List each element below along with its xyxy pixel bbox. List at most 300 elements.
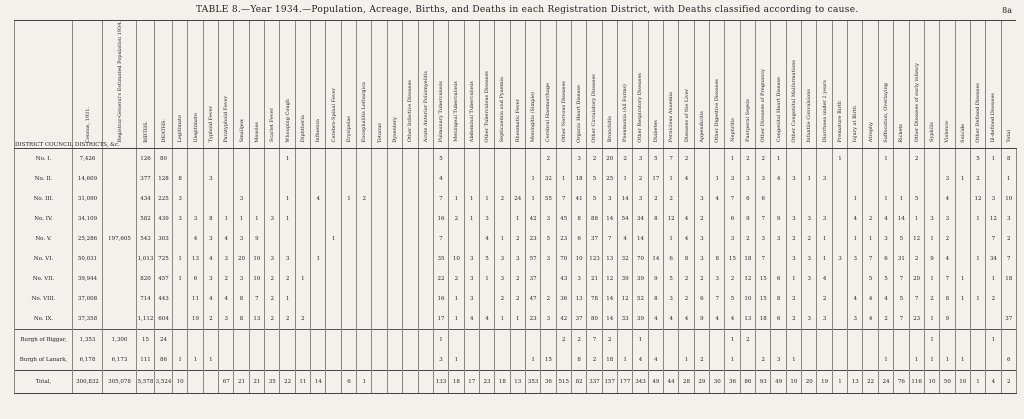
cause-value-cell [449,330,464,351]
cause-value-cell [357,289,372,309]
births-cell: 434 [137,189,155,209]
cause-value-cell: 3 [541,309,556,330]
table-row [15,330,1017,351]
cause-value-cell: 14 [602,309,617,330]
cause-value-cell: 5 [648,149,663,170]
table-row [15,149,1017,170]
cause-value-cell [311,209,326,229]
cause-value-cell: 1 [341,189,356,209]
cause-value-cell [955,229,970,249]
cause-value-cell [311,350,326,371]
cause-value-cell [541,269,556,289]
cause-header [280,21,295,149]
estimate-cell [103,169,137,189]
cause-value-cell [341,209,356,229]
cause-value-cell: 1 [970,209,985,229]
cause-header-label: Illegitimate [192,113,199,143]
cause-value-cell [710,209,725,229]
cause-header-label: Diabetes [652,120,659,143]
cause-value-cell: 2 [970,169,985,189]
cause-header [725,21,740,149]
cause-value-cell: 3 [173,189,188,209]
cause-value-cell: 14 [602,289,617,309]
cause-value-cell [940,330,955,351]
cause-value-cell: 1 [832,149,847,170]
cause-value-cell: 353 [525,371,540,394]
cause-value-cell [464,330,479,351]
cause-value-cell [1001,330,1016,351]
cause-value-cell: 1 [725,330,740,351]
cause-value-cell: 1 [173,350,188,371]
cause-value-cell [403,371,418,394]
cause-value-cell: 2 [265,309,280,330]
cause-value-cell: 6 [878,249,893,269]
cause-header [249,21,264,149]
cause-value-cell: 2 [802,229,817,249]
cause-value-cell: 9 [740,209,755,229]
cause-value-cell: 2 [495,289,510,309]
cause-value-cell [311,309,326,330]
cause-value-cell [418,229,433,249]
cause-value-cell [418,330,433,351]
cause-header [556,21,571,149]
cause-value-cell: 4 [878,209,893,229]
estimate-cell [103,189,137,209]
cause-value-cell: 2 [909,249,924,269]
cause-value-cell: 2 [617,149,632,170]
cause-value-cell [832,309,847,330]
cause-header [740,21,755,149]
cause-value-cell [311,169,326,189]
cause-value-cell: 5 [878,269,893,289]
table-row [15,189,1017,209]
cause-value-cell [295,350,310,371]
cause-value-cell [848,330,863,351]
deaths-cell: 86 [155,350,173,371]
cause-value-cell: 3 [664,289,679,309]
cause-value-cell: 70 [556,249,571,269]
cause-value-cell: 1 [955,269,970,289]
cause-value-cell: 15 [541,350,556,371]
cause-header-label: Cerebral Haemorrhage [545,83,552,143]
cause-value-cell: 13 [602,249,617,269]
cause-header-label: Smallpox [238,119,245,143]
cause-header [786,21,801,149]
cause-value-cell: 4 [848,209,863,229]
cause-value-cell [280,229,295,249]
cause-value-cell: 18 [571,169,586,189]
cause-header-label: Other Nervous Diseases [560,81,567,143]
cause-value-cell: 2 [940,229,955,249]
cause-value-cell: 1 [863,229,878,249]
cause-value-cell [786,149,801,170]
cause-value-cell: 1 [449,189,464,209]
cause-value-cell [418,371,433,394]
cause-value-cell: 10 [786,371,801,394]
cause-value-cell: 3 [878,229,893,249]
cause-header-label: Pneumonia (All Forms) [622,84,629,143]
cause-value-cell: 67 [219,371,234,394]
cause-value-cell [403,269,418,289]
cause-value-cell: 12 [664,209,679,229]
cause-value-cell [464,169,479,189]
cause-value-cell: 1 [525,169,540,189]
cause-header [633,21,648,149]
births-cell: 714 [137,289,155,309]
cause-header [771,21,786,149]
cause-value-cell: 2 [541,289,556,309]
cause-value-cell: 6 [694,289,709,309]
cause-header [341,21,356,149]
cause-value-cell [418,350,433,371]
table-row [15,209,1017,229]
district-name-cell: Burgh of Lanark, [15,350,73,371]
cause-header-label: Other Diseases of Pregnancy [760,68,767,143]
estimate-cell [103,249,137,269]
cause-value-cell: 1 [188,350,203,371]
cause-value-cell: 23 [909,309,924,330]
cause-value-cell [986,309,1001,330]
cause-value-cell: 343 [633,371,648,394]
cause-value-cell [710,229,725,249]
cause-value-cell: 35 [265,371,280,394]
cause-header [756,21,771,149]
cause-value-cell [265,149,280,170]
cause-value-cell: 1 [786,350,801,371]
cause-value-cell [357,209,372,229]
census-header-label: Census, 1931. [84,106,91,143]
cause-value-cell: 49 [771,371,786,394]
cause-value-cell: 2 [219,269,234,289]
cause-value-cell: 1 [295,269,310,289]
cause-value-cell: 3 [802,309,817,330]
cause-value-cell: 3 [802,249,817,269]
cause-value-cell [403,330,418,351]
cause-value-cell [894,350,909,371]
cause-value-cell: 14 [633,229,648,249]
cause-value-cell [832,330,847,351]
cause-value-cell: 2 [986,289,1001,309]
cause-header-label: Pernicious Anaemia [668,92,675,143]
cause-header [203,21,218,149]
cause-value-cell [188,169,203,189]
cause-value-cell: 47 [525,289,540,309]
cause-value-cell: 55 [541,189,556,209]
cause-value-cell: 1 [173,249,188,269]
cause-value-cell [372,371,387,394]
cause-header [648,21,663,149]
cause-value-cell: 1 [357,371,372,394]
cause-value-cell: 2 [280,269,295,289]
cause-header [909,21,924,149]
cause-value-cell [679,189,694,209]
cause-value-cell [265,189,280,209]
cause-header [525,21,540,149]
cause-value-cell: 8 [648,209,663,229]
cause-value-cell [188,149,203,170]
deaths-cell: 443 [155,289,173,309]
table-row [15,169,1017,189]
cause-value-cell: 4 [710,309,725,330]
cause-value-cell: 1 [234,209,249,229]
cause-header-label: Other Digestive Diseases [714,78,721,143]
cause-value-cell: 1 [786,269,801,289]
cause-value-cell [203,371,218,394]
cause-value-cell [372,249,387,269]
cause-value-cell [802,330,817,351]
cause-value-cell [802,149,817,170]
cause-header [311,21,326,149]
table-title: TABLE 8.—Year 1934.—Population, Acreage, Births, and Deaths in each Registration District, with Deaths classified according to cause. [196,5,859,15]
cause-header [924,21,939,149]
cause-value-cell [188,330,203,351]
cause-value-cell [403,169,418,189]
cause-value-cell [479,169,494,189]
cause-value-cell: 22 [433,269,448,289]
statistics-table [14,20,1016,394]
cause-value-cell [817,350,832,371]
cause-value-cell: 12 [740,269,755,289]
cause-value-cell [955,189,970,209]
cause-value-cell [863,189,878,209]
cause-value-cell: 3 [832,249,847,269]
cause-value-cell: 18 [449,371,464,394]
cause-value-cell: 3 [602,189,617,209]
cause-value-cell [265,350,280,371]
cause-value-cell: 86 [740,371,755,394]
cause-value-cell: 4 [863,309,878,330]
cause-value-cell [525,330,540,351]
cause-value-cell: 1 [725,149,740,170]
cause-value-cell [418,289,433,309]
district-name-cell: No. VIII. [15,289,73,309]
cause-value-cell [219,149,234,170]
births-cell: 543 [137,229,155,249]
cause-value-cell [449,229,464,249]
cause-value-cell [970,309,985,330]
cause-value-cell: 14 [648,249,663,269]
cause-header [1001,21,1016,149]
cause-value-cell: 57 [525,249,540,269]
cause-value-cell: 3 [280,249,295,269]
cause-value-cell: 3 [786,169,801,189]
cause-value-cell: 88 [587,209,602,229]
cause-value-cell: 43 [556,269,571,289]
cause-value-cell: 3 [510,249,525,269]
cause-value-cell [802,289,817,309]
cause-value-cell [188,371,203,394]
cause-value-cell [341,330,356,351]
cause-value-cell [403,249,418,269]
cause-value-cell [832,189,847,209]
cause-header [433,21,448,149]
cause-value-cell: 33 [617,309,632,330]
cause-value-cell: 7 [433,229,448,249]
births-cell: 111 [137,350,155,371]
cause-value-cell: 3 [756,169,771,189]
cause-value-cell: 4 [464,309,479,330]
cause-value-cell [387,169,402,189]
cause-value-cell: 13 [188,249,203,269]
cause-header [326,21,341,149]
cause-value-cell: 10 [571,249,586,269]
cause-value-cell [848,149,863,170]
cause-value-cell [249,330,264,351]
cause-value-cell: 3 [265,209,280,229]
cause-value-cell: 9 [924,249,939,269]
cause-value-cell [510,149,525,170]
cause-value-cell: 8 [234,289,249,309]
cause-value-cell [940,149,955,170]
cause-value-cell: 3 [848,249,863,269]
cause-value-cell: 2 [295,309,310,330]
cause-value-cell [479,330,494,351]
cause-value-cell: 78 [587,289,602,309]
cause-value-cell [955,330,970,351]
cause-value-cell: 5 [664,269,679,289]
cause-value-cell [173,309,188,330]
cause-value-cell: 1 [280,149,295,170]
district-name-cell: Total, [15,371,73,394]
cause-value-cell: 1 [510,309,525,330]
cause-value-cell: 7 [756,209,771,229]
cause-header-label: Suicide [959,123,966,143]
district-name-cell: No. I. [15,149,73,170]
cause-header [571,21,586,149]
cause-value-cell: 2 [786,289,801,309]
cause-value-cell: 1 [848,189,863,209]
cause-value-cell: 4 [878,289,893,309]
cause-value-cell: 2 [679,269,694,289]
cause-value-cell [387,149,402,170]
cause-value-cell: 20 [909,269,924,289]
cause-value-cell: 2 [449,269,464,289]
cause-value-cell: 3 [219,309,234,330]
cause-value-cell [694,149,709,170]
estimate-cell: 305,078 [103,371,137,394]
cause-header-label: Whooping Cough [284,98,291,143]
cause-value-cell [832,209,847,229]
cause-value-cell: 29 [694,371,709,394]
cause-value-cell: 2 [510,229,525,249]
estimate-cell: 1,300 [103,330,137,351]
cause-header [863,21,878,149]
cause-value-cell [403,189,418,209]
cause-value-cell [372,229,387,249]
cause-value-cell: 1 [525,350,540,371]
cause-header-label: Measles [253,121,260,143]
cause-value-cell [495,350,510,371]
cause-value-cell [326,371,341,394]
cause-header-label: Meningitis (Simple) [530,92,537,143]
cause-value-cell: 2 [694,209,709,229]
cause-value-cell: 2 [265,269,280,289]
cause-value-cell: 3 [940,169,955,189]
cause-header [234,21,249,149]
cause-value-cell: 24 [510,189,525,209]
cause-value-cell [341,289,356,309]
cause-value-cell: 7 [587,330,602,351]
cause-value-cell [326,289,341,309]
cause-value-cell [372,209,387,229]
cause-value-cell [955,149,970,170]
cause-value-cell: 3 [571,149,586,170]
cause-value-cell: 9 [771,209,786,229]
cause-value-cell [403,289,418,309]
cause-value-cell [357,149,372,170]
cause-value-cell: 4 [648,350,663,371]
cause-value-cell: 5 [479,249,494,269]
estimate-cell [103,269,137,289]
cause-value-cell: 1 [464,209,479,229]
cause-value-cell [295,169,310,189]
cause-value-cell: 20 [234,249,249,269]
deaths-cell: 604 [155,309,173,330]
cause-value-cell [295,209,310,229]
cause-value-cell: 2 [648,189,663,209]
cause-value-cell [710,330,725,351]
cause-value-cell: 6 [664,249,679,269]
cause-header-label: Meningeal Tuberculosis [453,81,460,143]
births-cell: 1,013 [137,249,155,269]
cause-header-label: Rheumatic Fever [514,99,521,143]
cause-header-label: Other Defined Diseases [975,82,982,143]
cause-value-cell [694,169,709,189]
cause-header-label: Infantile Convulsions [806,88,813,143]
cause-value-cell [372,149,387,170]
cause-value-cell: 2 [694,269,709,289]
cause-value-cell: 18 [602,350,617,371]
cause-value-cell: 3 [771,229,786,249]
cause-value-cell: 1 [633,330,648,351]
cause-value-cell [1001,289,1016,309]
cause-value-cell: 1 [817,249,832,269]
cause-value-cell: 7 [602,229,617,249]
cause-value-cell: 1 [280,209,295,229]
cause-value-cell: 1 [710,169,725,189]
estimate-cell: 6,173 [103,350,137,371]
cause-value-cell: 2 [863,209,878,229]
cause-header-label: Other Respiratory Diseases [637,72,644,143]
cause-value-cell: 24 [878,371,893,394]
cause-value-cell: 1 [924,269,939,289]
cause-value-cell: 3 [188,209,203,229]
cause-value-cell [280,169,295,189]
cause-value-cell: 14 [617,189,632,209]
cause-value-cell: 1 [771,149,786,170]
cause-value-cell: 4 [219,289,234,309]
cause-header-label: Nephritis [729,118,736,143]
cause-value-cell: 2 [571,330,586,351]
cause-value-cell: 7 [756,249,771,269]
cause-value-cell: 1 [894,189,909,209]
cause-value-cell: 2 [725,269,740,289]
cause-value-cell: 3 [234,229,249,249]
cause-value-cell [326,149,341,170]
cause-value-cell: 1 [664,169,679,189]
cause-value-cell: 6 [771,269,786,289]
cause-value-cell: 9 [694,309,709,330]
cause-value-cell: 4 [203,249,218,269]
cause-value-cell: 49 [648,371,663,394]
district-name-cell: No. VI. [15,249,73,269]
cause-value-cell: 1 [924,309,939,330]
cause-value-cell: 34 [986,249,1001,269]
cause-value-cell: 8 [679,249,694,269]
cause-value-cell: 10 [449,249,464,269]
cause-value-cell: 3 [725,169,740,189]
cause-value-cell: 36 [725,371,740,394]
